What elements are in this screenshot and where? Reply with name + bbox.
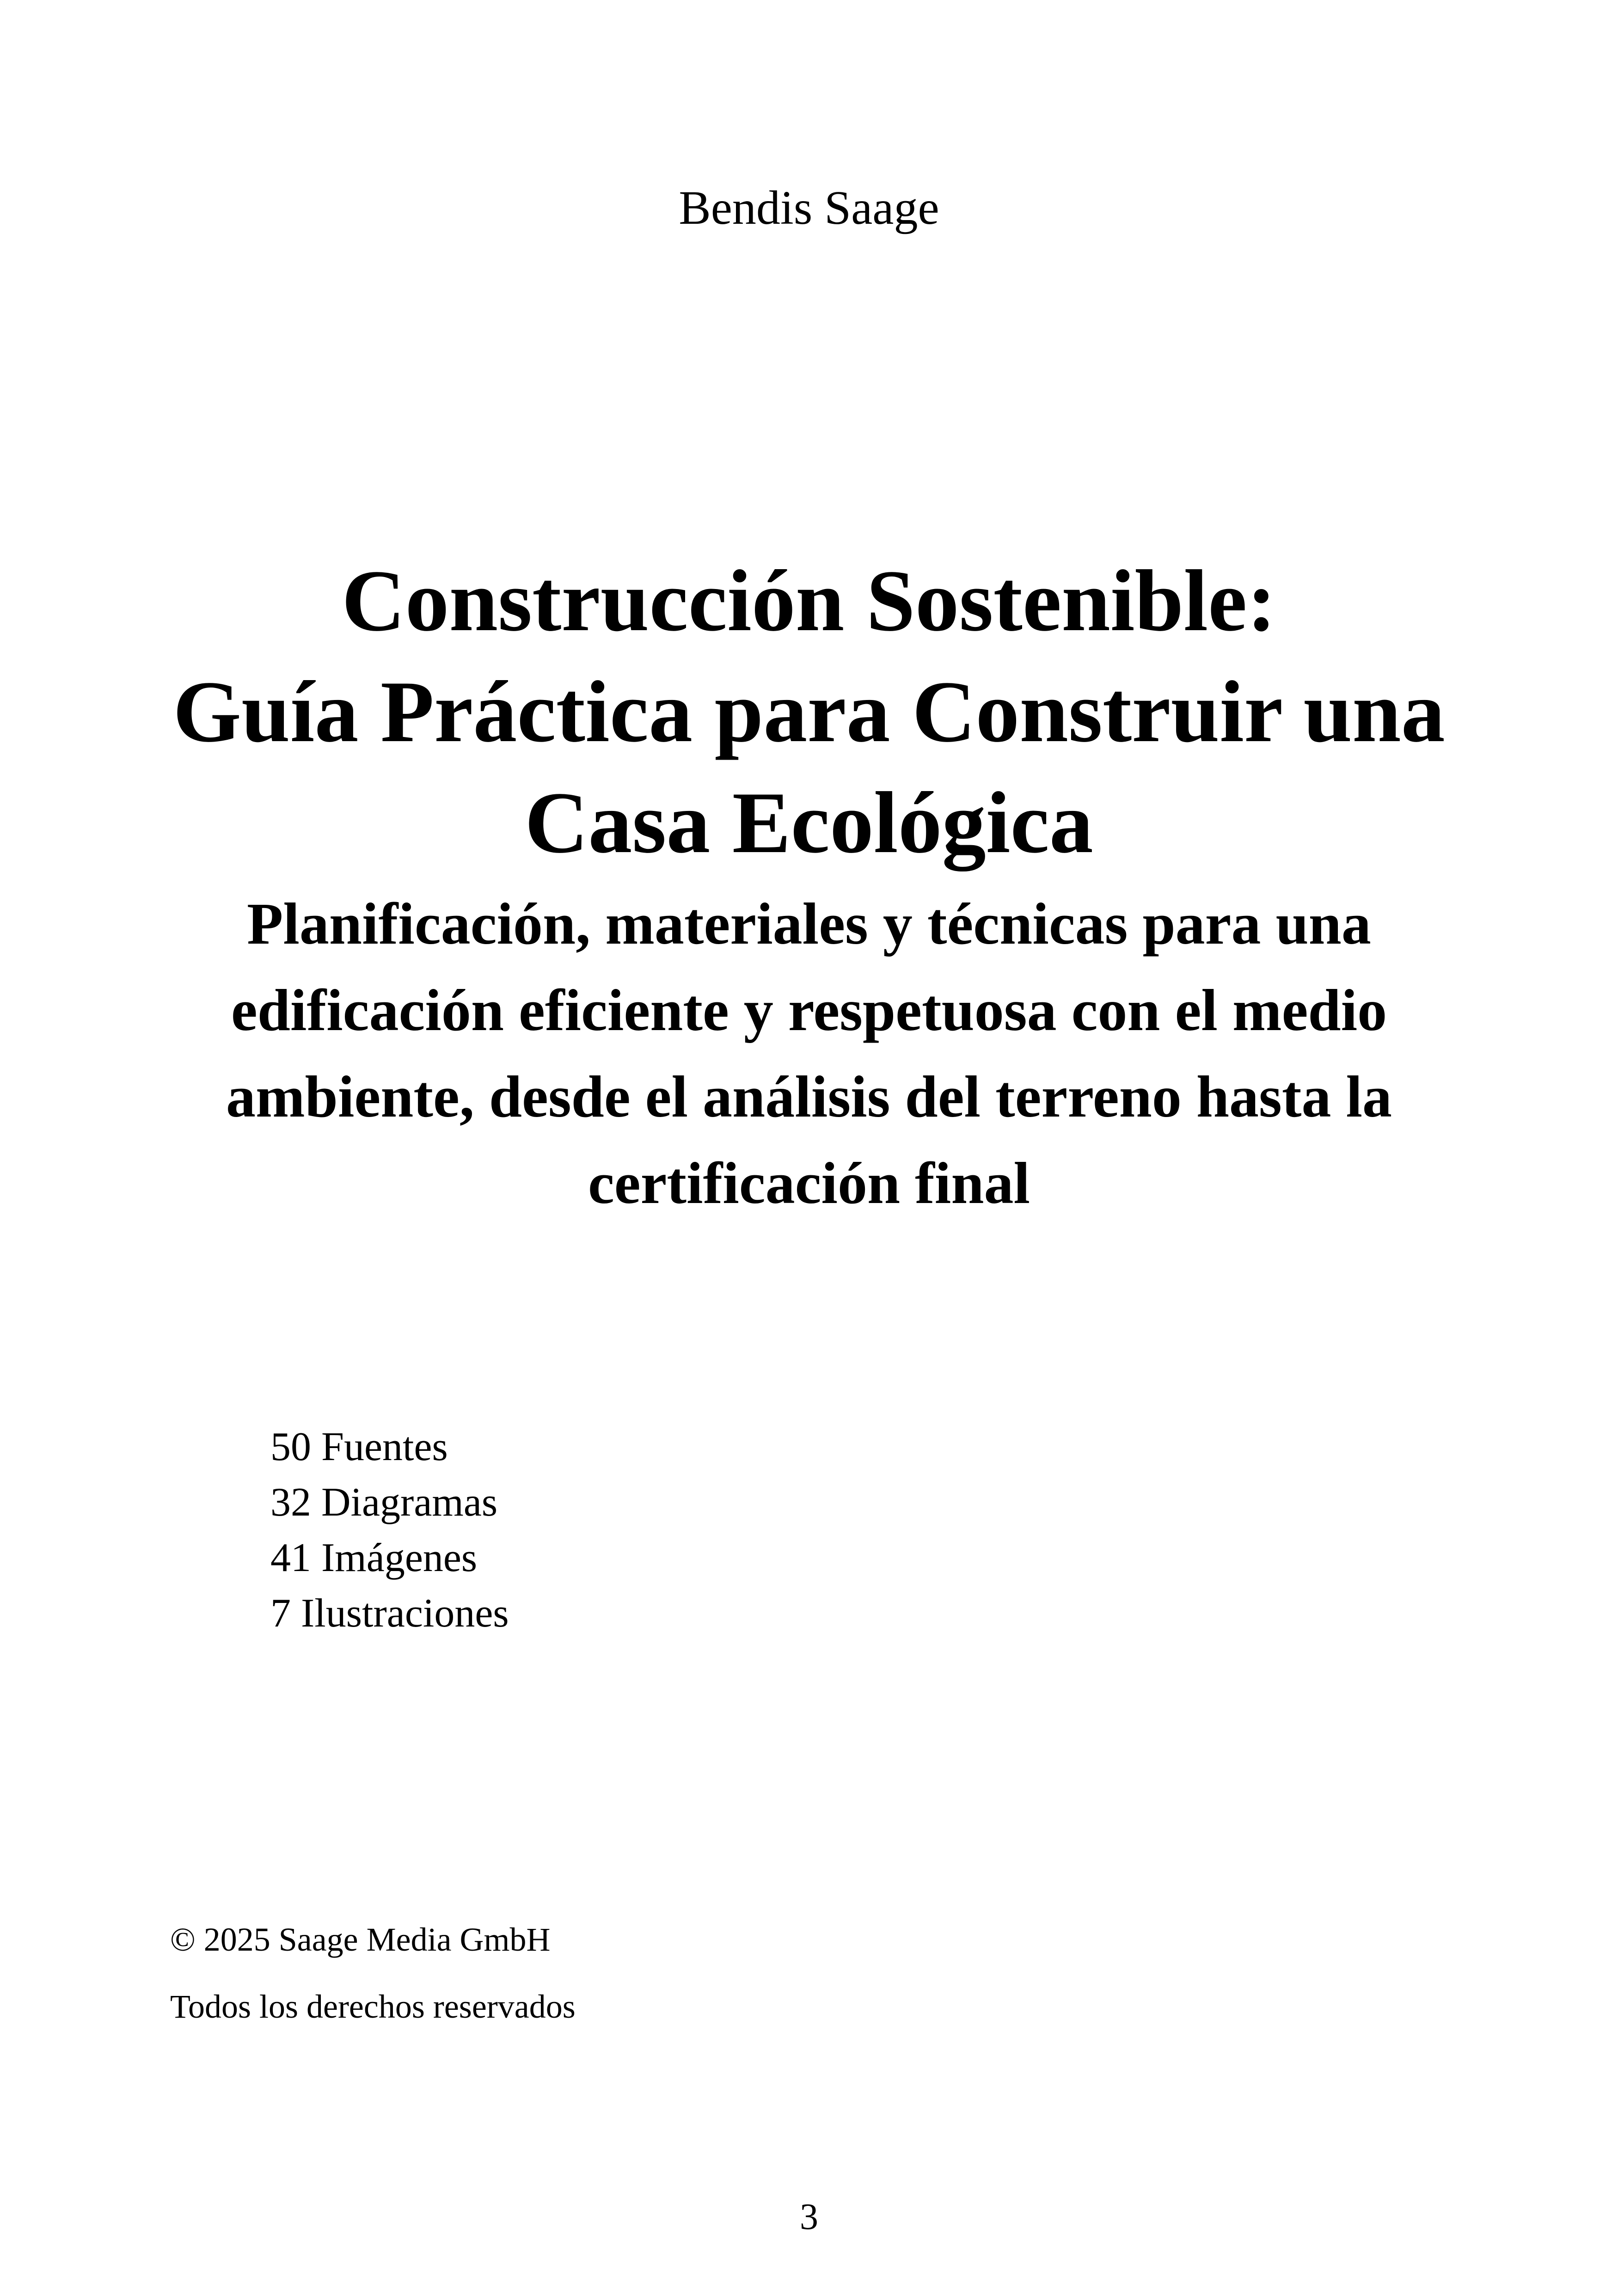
- copyright-notice: © 2025 Saage Media GmbH: [170, 1921, 551, 1958]
- content-stats-list: [270, 1419, 509, 1641]
- page-number: 3: [800, 2197, 818, 2237]
- book-title: [92, 546, 1526, 878]
- author-name: Bendis Saage: [679, 181, 939, 234]
- stat-images: 41 Imágenes: [270, 1535, 478, 1580]
- book-title-line: Construcción Sostenible:: [342, 553, 1276, 650]
- book-subtitle-line: edificación eficiente y respetuosa con el medio: [231, 977, 1387, 1043]
- stat-diagrams: 32 Diagramas: [270, 1480, 498, 1525]
- stat-illustrations: 7 Ilustraciones: [270, 1591, 509, 1636]
- book-subtitle: [139, 881, 1479, 1227]
- book-title-line: Casa Ecológica: [525, 774, 1093, 872]
- book-subtitle-line: certificación final: [588, 1150, 1030, 1216]
- book-title-line: Guía Práctica para Construir una: [173, 663, 1445, 761]
- book-subtitle-line: ambiente, desde el análisis del terreno hasta la: [226, 1064, 1392, 1130]
- book-subtitle-line: Planificación, materiales y técnicas para una: [247, 891, 1371, 957]
- stat-sources: 50 Fuentes: [270, 1424, 448, 1469]
- rights-notice: Todos los derechos reservados: [170, 1988, 576, 2025]
